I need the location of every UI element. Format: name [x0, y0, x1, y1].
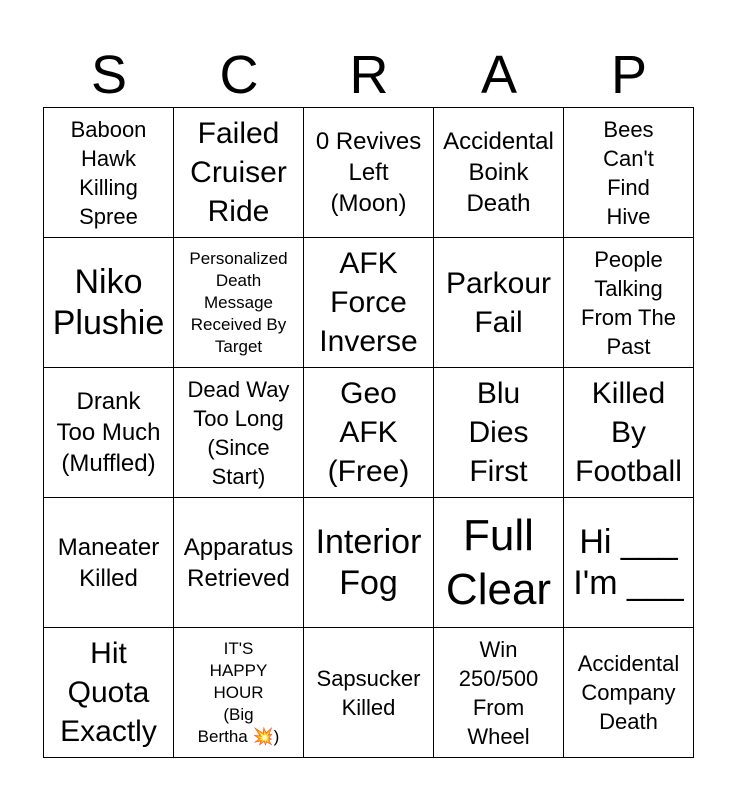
bingo-cell[interactable]: 0 Revives Left (Moon)	[304, 108, 434, 238]
bingo-cell[interactable]: Full Clear	[434, 498, 564, 628]
bingo-cell[interactable]: Failed Cruiser Ride	[174, 108, 304, 238]
header-letter-r: R	[349, 45, 389, 105]
header-letter-c: C	[219, 45, 259, 105]
bingo-cell[interactable]: Hi ___ I'm ___	[564, 498, 694, 628]
header-letter-a: A	[480, 45, 518, 105]
bingo-cell[interactable]: Accidental Company Death	[564, 628, 694, 758]
bingo-cell[interactable]: Sapsucker Killed	[304, 628, 434, 758]
bingo-cell[interactable]: Blu Dies First	[434, 368, 564, 498]
bingo-cell[interactable]: Baboon Hawk Killing Spree	[44, 108, 174, 238]
bingo-cell[interactable]: IT'S HAPPY HOUR (Big Bertha 💥)	[174, 628, 304, 758]
bingo-cell[interactable]: Drank Too Much (Muffled)	[44, 368, 174, 498]
bingo-cell[interactable]: People Talking From The Past	[564, 238, 694, 368]
bingo-cell[interactable]: Maneater Killed	[44, 498, 174, 628]
bingo-board	[43, 107, 694, 758]
bingo-cell[interactable]: Parkour Fail	[434, 238, 564, 368]
bingo-cell[interactable]: Dead Way Too Long (Since Start)	[174, 368, 304, 498]
bingo-cell[interactable]: Accidental Boink Death	[434, 108, 564, 238]
bingo-cell[interactable]: Interior Fog	[304, 498, 434, 628]
bingo-cell[interactable]: Niko Plushie	[44, 238, 174, 368]
bingo-cell[interactable]: Geo AFK (Free)	[304, 368, 434, 498]
bingo-cell[interactable]: Killed By Football	[564, 368, 694, 498]
bingo-cell[interactable]: AFK Force Inverse	[304, 238, 434, 368]
bingo-cell[interactable]: Win 250/500 From Wheel	[434, 628, 564, 758]
header-letter-p: P	[610, 45, 648, 105]
bingo-header	[44, 42, 694, 108]
bingo-cell[interactable]: Personalized Death Message Received By Target	[174, 238, 304, 368]
header-letter-s: S	[90, 45, 128, 105]
bingo-cell[interactable]: Apparatus Retrieved	[174, 498, 304, 628]
bingo-cell[interactable]: Hit Quota Exactly	[44, 628, 174, 758]
bingo-cell[interactable]: Bees Can't Find Hive	[564, 108, 694, 238]
